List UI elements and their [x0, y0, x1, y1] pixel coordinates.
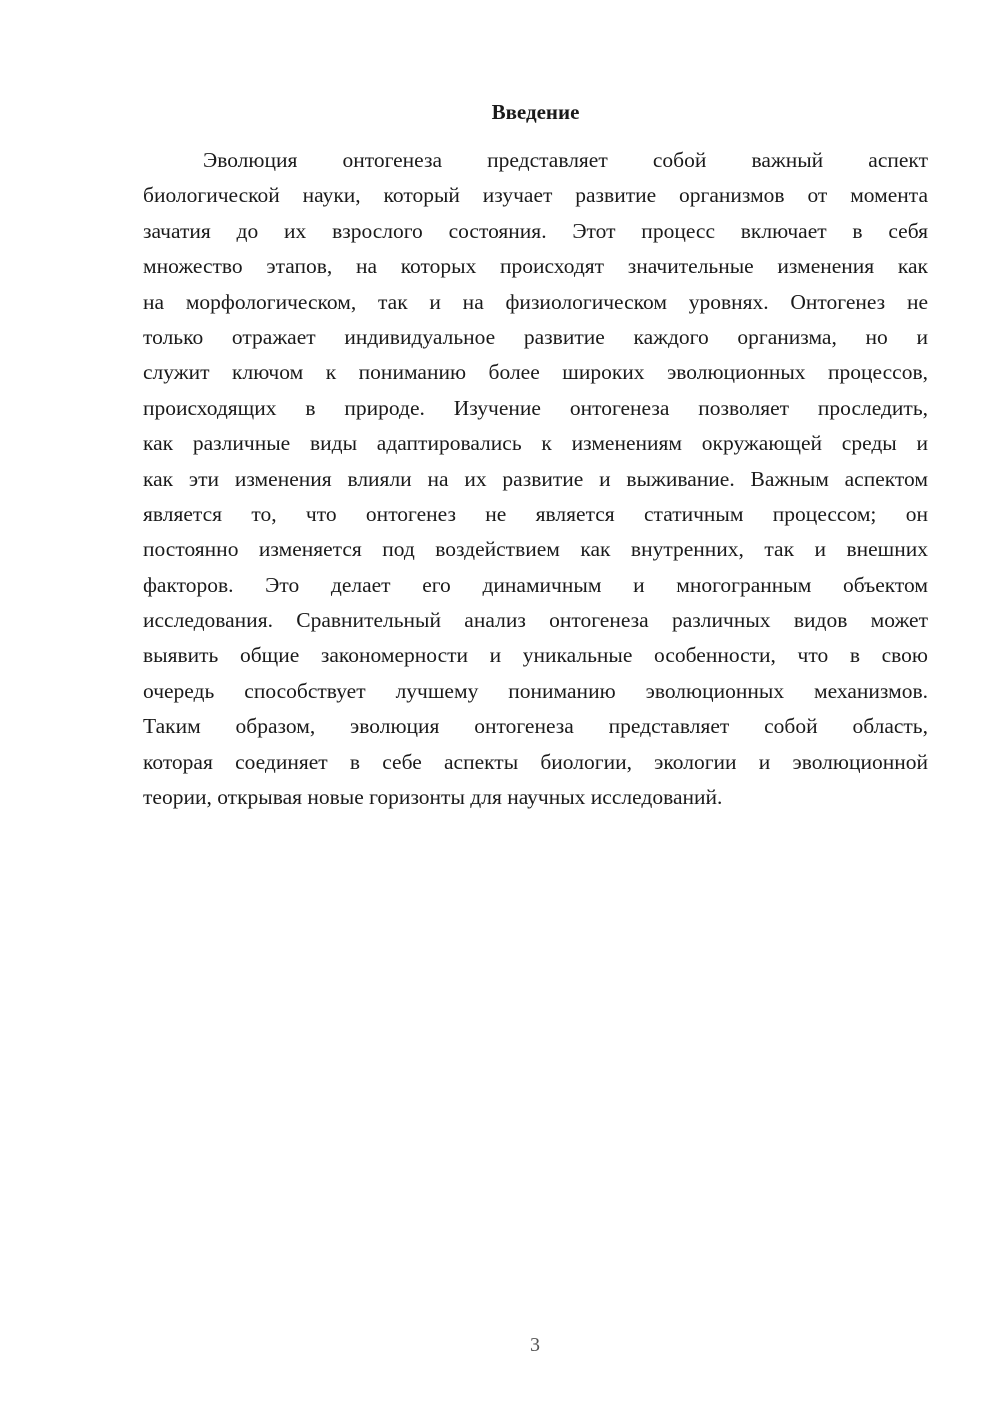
paragraph-line: биологической науки, который изучает развитие организмов от момента — [143, 183, 928, 208]
paragraph-line: исследования. Сравнительный анализ онтогенеза различных видов может — [143, 608, 928, 633]
paragraph-line: Таким образом, эволюция онтогенеза представляет собой область, — [143, 714, 928, 739]
paragraph-line: происходящих в природе. Изучение онтогенеза позволяет проследить, — [143, 395, 928, 420]
paragraph-line: множество этапов, на которых происходят значительные изменения как — [143, 254, 928, 279]
paragraph-line: выявить общие закономерности и уникальные особенности, что в свою — [143, 643, 928, 668]
paragraph-line: зачатия до их взрослого состояния. Этот процесс включает в себя — [143, 218, 928, 243]
paragraph-line: постоянно изменяется под воздействием как внутренних, так и внешних — [143, 537, 928, 562]
paragraph-line: как различные виды адаптировались к изменениям окружающей среды и — [143, 431, 928, 456]
body-paragraph — [143, 143, 928, 815]
paragraph-line: которая соединяет в себе аспекты биологии, экологии и эволюционной — [143, 749, 928, 774]
paragraph-line: теории, открывая новые горизонты для научных исследований. — [143, 785, 723, 810]
page-title: Введение — [491, 100, 580, 124]
paragraph-line: как эти изменения влияли на их развитие и выживание. Важным аспектом — [143, 466, 928, 491]
page-number: 3 — [530, 1334, 540, 1356]
paragraph-line: служит ключом к пониманию более широких эволюционных процессов, — [143, 360, 928, 385]
paragraph-line: Эволюция онтогенеза представляет собой важный аспект — [203, 148, 928, 172]
paragraph-line: на морфологическом, так и на физиологическом уровнях. Онтогенез не — [143, 289, 928, 314]
paragraph-line: только отражает индивидуальное развитие каждого организма, но и — [143, 324, 928, 349]
paragraph-line: очередь способствует лучшему пониманию эволюционных механизмов. — [143, 678, 928, 703]
paragraph-line: факторов. Это делает его динамичным и многогранным объектом — [143, 572, 928, 597]
paragraph-line: является то, что онтогенез не является статичным процессом; он — [143, 501, 928, 526]
